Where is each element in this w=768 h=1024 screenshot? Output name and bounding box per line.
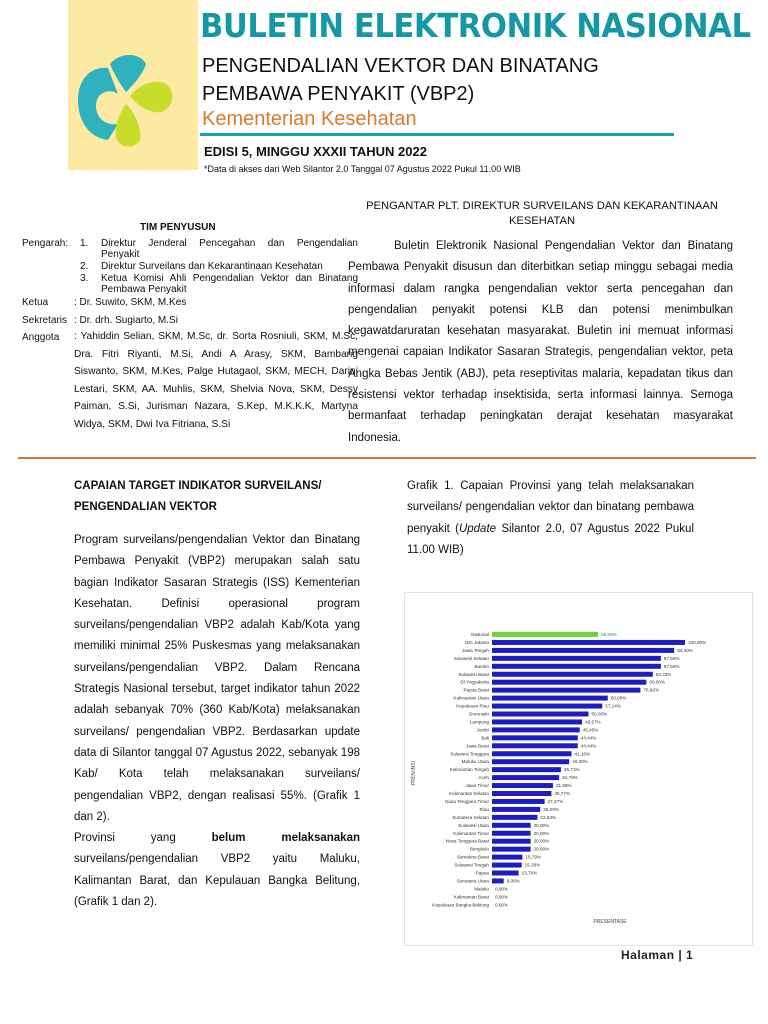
category-label: DI Yogyakarta (460, 679, 489, 685)
category-label: Jawa Timur (465, 783, 489, 789)
bar (492, 831, 531, 836)
value-label: 45,45% (582, 727, 599, 733)
bar (492, 680, 646, 685)
grafik-caption-italic: Update (458, 522, 497, 535)
value-label: 76,92% (643, 687, 660, 693)
value-label: 94,40% (677, 647, 693, 653)
page-number: Halaman | 1 (621, 948, 694, 962)
team-table (22, 238, 362, 438)
bar (492, 672, 653, 677)
subtitle-line-1: PENGENDALIAN VEKTOR DAN BINATANG (202, 55, 599, 77)
pengarah-label: Pengarah: (22, 238, 69, 249)
value-label: 27,27% (547, 798, 564, 804)
category-label: Papua (475, 870, 489, 876)
value-label: 46,67% (585, 719, 601, 725)
pengarah-item: Direktur Jenderal Pencegahan dan Pengendalian Penyakit (101, 238, 358, 260)
sekretaris-label: Sekretaris (22, 315, 68, 326)
para2-end: surveilans/pengendalian VBP2 yaitu Maluku, Kalimantan Barat, dan Kepulauan Bangka Belitung, (Grafik 1 dan 2). (74, 853, 360, 909)
value-label: 34,78% (562, 775, 578, 781)
bar (492, 775, 559, 780)
edition-label: EDISI 5, MINGGU XXXII TAHUN 2022 (204, 144, 427, 159)
bar (492, 664, 661, 669)
bar (492, 735, 578, 740)
value-label: 87,50% (663, 655, 680, 661)
bar (492, 855, 522, 860)
category-label: Maluku Utara (461, 759, 489, 765)
bar (492, 767, 561, 772)
pengarah-item-number: 2. (80, 261, 89, 272)
value-label: 0,00% (495, 902, 509, 908)
value-label: 31,58% (555, 783, 572, 789)
value-label: 55,00% (601, 632, 617, 637)
value-label: 23,53% (540, 814, 557, 820)
pengarah-item: Direktur Surveilans dan Kekarantinaan Kesehatan (101, 261, 323, 272)
category-label: Papua Barat (463, 687, 489, 693)
bar (492, 807, 540, 812)
value-label: 44,44% (580, 743, 597, 749)
category-label: Bengkulu (469, 846, 489, 852)
bar (492, 712, 589, 717)
category-label: Jawa Barat (466, 743, 489, 749)
bar (492, 640, 685, 645)
category-label: Riau (479, 806, 489, 812)
capaian-paragraph-1: Program surveilans/pengendalian Vektor dan Binatang Pembawa Penyakit (VBP2) merupakan salah satu bagian Indikator Sasaran Strategis (ISS) Kementerian Kesehatan. Definisi operasional program surveilans/pengendalian VBP2 adalah Kab/Kota yang memiliki minimal 25% Puskesmas yang melaksanakan surveilans/pengendalian VBP2. Dalam Rencana Strategis Nasional tersebut, target indikator tahun 2022 adalah sebanyak 70% (360 Kab/Kota) melaksanakan surveilans/ pengendalian VBP2. Berdasarkan update data di Silantor tanggal 07 Agustus 2022, sebanyak 198 Kab/ Kota telah melaksanakan surveilans/ pengendalian VBP2, dengan realisasi 55%. (Grafik 1 dan 2). (74, 534, 360, 823)
category-label: Maluku (474, 886, 489, 892)
category-label: Kalimantan Utara (453, 695, 489, 701)
value-label: 35,71% (563, 767, 580, 773)
bar (492, 648, 674, 653)
bar (492, 847, 531, 852)
category-label: Kalimantan Barat (453, 894, 489, 900)
category-label: Kalimantan Selatan (449, 791, 489, 796)
category-label: Banten (474, 663, 489, 669)
bar (492, 815, 537, 820)
category-label: Jambi (476, 727, 489, 733)
value-label: 20,00% (533, 846, 550, 852)
value-label: 15,38% (524, 862, 541, 868)
category-label: DKI Jakarta (465, 639, 489, 645)
category-label: Nusa Tenggara Timur (445, 798, 489, 804)
bar (492, 743, 578, 748)
ketua-label: Ketua (22, 297, 49, 308)
category-label: Sumatera Utara (456, 878, 489, 884)
value-label: 57,14% (605, 703, 621, 709)
value-label: 25,00% (543, 806, 559, 812)
value-label: 6,06% (506, 878, 520, 884)
grafik-caption-main: Grafik 1. Capaian Provinsi yang telah melaksanakan surveilans/ pengendalian vektor dan binatang pembawa penyakit ( (407, 480, 694, 535)
category-label: Kalimantan Tengah (449, 767, 489, 773)
ketua-value: : Dr. Suwito, SKM, M.Kes (74, 297, 187, 308)
value-label: 83,33% (655, 671, 672, 677)
category-label: Nasional (471, 632, 489, 637)
access-note: *Data di akses dari Web Silantor 2.0 Tanggal 07 Agustus 2022 Pukul 11.00 WIB (204, 164, 521, 174)
value-label: 87,50% (663, 663, 680, 669)
bar (492, 696, 608, 701)
value-label: 50,00% (591, 711, 608, 717)
bar (492, 791, 551, 796)
value-label: 15,79% (525, 854, 542, 860)
pengarah-item: Ketua Komisi Ahli Pengendalian Vektor dan Binatang Pembawa Penyakit (101, 273, 358, 295)
value-label: 40,00% (572, 759, 588, 765)
bar (492, 632, 598, 637)
category-label: Gorontalo (468, 711, 489, 717)
bar (492, 727, 580, 732)
chart-frame (404, 592, 753, 946)
subtitle-line-2: PEMBAWA PENYAKIT (VBP2) (202, 83, 475, 105)
bar (492, 863, 522, 868)
value-label: 0,00% (495, 894, 509, 900)
capaian-title: CAPAIAN TARGET INDIKATOR SURVEILANS/ PENGENDALIAN VEKTOR (74, 480, 322, 513)
pengantar-title: PENGANTAR PLT. DIREKTUR SURVEILANS DAN KEKARANTINAAN KESEHATAN (366, 200, 718, 227)
category-label: Kepulauan Riau (456, 703, 489, 709)
category-label: Jawa Tengah (462, 647, 489, 653)
pengantar-body: Buletin Elektronik Nasional Pengendalian Vektor dan Binatang Pembawa Penyakit disusun dan diterbitkan setiap minggu sebagai media informasi dalam rangka pengendalian vektor serta pencegahan dan pengendalian penyakit potensi KLB dan potensi menimbulkan kegawatdaruratan kesehatan masyarakat. Buletin ini memuat informasi mengenai capaian Indikator Sasaran Strategis, pengendalian vektor, peta Angka Bebas Jentik (ABJ), peta reseptivitas malaria, kepadatan tikus dan resistensi vektor terhadap insektisida, serta informasi lainnya. Semoga bermanfaat terhadap peningkatan derajat kesehatan masyarakat Indonesia. (348, 240, 733, 444)
category-label: Sumatera Selatan (452, 814, 489, 820)
grafik-caption-end: Silantor 2.0, 07 Agustus 2022 Pukul 11.00 WIB) (407, 522, 694, 556)
bar (492, 878, 504, 883)
anggota-label: Anggota (22, 332, 60, 343)
value-label: 20,00% (533, 830, 550, 836)
value-label: 13,79% (521, 870, 538, 876)
pengarah-item-number: 3. (80, 273, 89, 284)
header-divider (200, 133, 674, 136)
value-label: 41,18% (574, 751, 591, 757)
category-label: Sumatera Barat (456, 854, 489, 860)
category-label: Sulawesi Selatan (453, 655, 489, 661)
bar (492, 656, 661, 661)
bar (492, 839, 531, 844)
section-divider (18, 457, 756, 459)
category-label: Aceh (478, 775, 489, 781)
value-label: 20,00% (533, 822, 550, 828)
bar (492, 759, 569, 764)
capaian-paragraph-2 (74, 828, 360, 913)
bar (492, 688, 640, 693)
bulletin-title: BULETIN ELEKTRONIK NASIONAL (200, 6, 751, 45)
category-label: Nusa Tenggara Barat (445, 838, 489, 844)
bar (492, 871, 519, 876)
value-label: 0,00% (495, 886, 509, 892)
para2-start: Provinsi yang (74, 832, 212, 845)
category-label: Kepulauan Bangka Belitung (432, 902, 489, 908)
bar-chart (405, 593, 752, 945)
value-label: 20,00% (533, 838, 550, 844)
anggota-value: : Yahiddin Selian, SKM, M.Sc, dr. Sorta Rosniuli, SKM, M.Sc, Dra. Fitri Riyanti, M.Si, Andi A Arasy, SKM, Bambang Siswanto, SKM, M.Kes, Palge Hutagaol, SKM, MECH, Darini Lestari, SKM, AA. Muhlis, SKM, Shelvia Nova, SKM, Dessy Paiman, S.Si, Jurisman Nazara, S.Kep, M.K.K.K, Martyna Widya, SKM, Dwi Iva Fitriana, S.Si (74, 331, 358, 430)
category-label: Lampung (469, 719, 489, 725)
bar (492, 799, 545, 804)
value-label: 60,00% (610, 695, 627, 701)
kemenkes-logo-icon (70, 48, 182, 152)
bar (492, 823, 531, 828)
category-label: Sulawesi Tengah (454, 862, 489, 868)
category-label: Sulawesi Utara (458, 822, 489, 828)
bar (492, 751, 571, 756)
value-label: 100,00% (688, 639, 707, 645)
grafik-caption (407, 476, 694, 561)
bar (492, 783, 553, 788)
sekretaris-value: : Dr. drh. Sugiarto, M.Si (74, 315, 178, 326)
category-label: Sulawesi Tenggara (450, 751, 489, 757)
pengarah-item-number: 1. (80, 238, 89, 249)
team-title: TIM PENYUSUN (140, 222, 216, 233)
value-label: 80,00% (649, 679, 665, 685)
ministry-name: Kementerian Kesehatan (202, 108, 417, 130)
category-label: Kalimantan Timur (453, 830, 489, 836)
x-axis-title: PRESENTASE (593, 919, 627, 925)
category-label: Bali (481, 735, 489, 741)
bar (492, 719, 582, 724)
capaian-body (74, 530, 360, 913)
value-label: 44,44% (580, 735, 597, 741)
bar (492, 704, 602, 709)
category-label: Sulawesi Barat (458, 671, 489, 677)
para2-emphasis: belum melaksanakan (211, 832, 360, 845)
y-axis-title: PROVINSI (411, 761, 417, 785)
value-label: 30,77% (554, 791, 570, 796)
